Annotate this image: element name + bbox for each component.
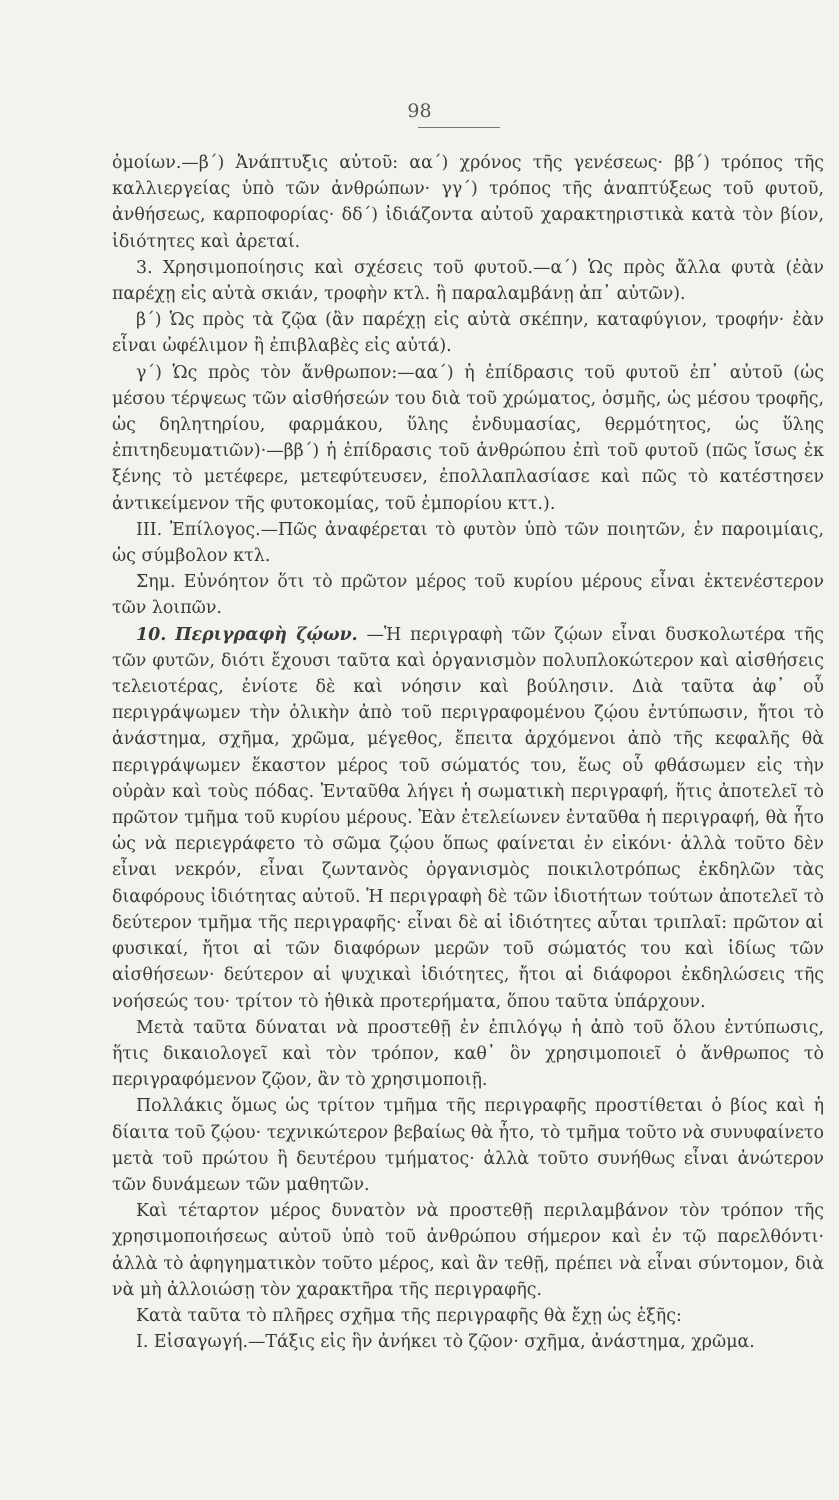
- paragraph-animal-description: [112, 622, 824, 1015]
- page-number-rule: [418, 127, 500, 128]
- paragraph-full-scheme: Κατὰ ταῦτα τὸ πλῆρες σχῆμα τῆς περιγραφῆς θὰ ἔχῃ ὡς ἑξῆς:: [136, 1305, 682, 1326]
- paragraph-use-and-relations: 3. Χρησιμοποίησις καὶ σχέσεις τοῦ φυτοῦ.—α΄) Ὡς πρὸς ἄλλα φυτὰ (ἐὰν παρέχῃ εἰς αὐτὰ σκιάν, τροφὴν κτλ. ἢ παραλαμβάνῃ ἀπ᾽ αὐτῶν).: [112, 257, 824, 305]
- paragraph-life-and-diet: Πολλάκις ὅμως ὡς τρίτον τμῆμα τῆς περιγραφῆς προστίθεται ὁ βίος καὶ ἡ δίαιτα τοῦ ζῴου· τεχνικώτερον βεβαίως θὰ ἦτο, τὸ τμῆμα τοῦτο νὰ συνυφαίνετο μετὰ τοῦ πρώτου ἢ δευτέρου τμήματος· ἀλλὰ τοῦτο συνήθως εἶναι ἀνώτερον τῶν δυνάμεων τῶν μαθητῶν.: [112, 1096, 824, 1195]
- paragraph-introduction: Ι. Εἰσαγωγή.—Τάξις εἰς ἣν ἀνήκει τὸ ζῷον· σχῆμα, ἀνάστημα, χρῶμα.: [136, 1332, 755, 1353]
- paragraph-development: ὁμοίων.—β΄) Ἀνάπτυξις αὐτοῦ: αα΄) χρόνος τῆς γενέσεως· ββ΄) τρόπος τῆς καλλιεργείας ὑπὸ τῶν ἀνθρώπων· γγ΄) τρόπος τῆς ἀναπτύξεως τοῦ φυτοῦ, ἀνθήσεως, καρποφορίας· δδ΄) ἰδιάζοντα αὐτοῦ χαρακτηριστικὰ κατὰ τὸν βίον, ἰδιότητες καὶ ἀρεταί.: [112, 153, 824, 252]
- paragraph-epilogue: ΙΙΙ. Ἐπίλογος.—Πῶς ἀναφέρεται τὸ φυτὸν ὑπὸ τῶν ποιητῶν, ἐν παροιμίαις, ὡς σύμβολον κτλ.: [112, 519, 824, 567]
- paragraph-relation-to-animals: β΄) Ὡς πρὸς τὰ ζῷα (ἂν παρέχῃ εἰς αὐτὰ σκέπην, καταφύγιον, τροφήν· ἐὰν εἶναι ὠφέλιμον ἢ ἐπιβλαβὲς εἰς αὐτά).: [112, 310, 824, 357]
- section-body: —Ἡ περιγραφὴ τῶν ζῴων εἶναι δυσκολωτέρα τῆς τῶν φυτῶν, διότι ἔχουσι ταῦτα καὶ ὀργανισμὸν πολυπλοκώτερον καὶ αἰσθήσεις τελειοτέρας, ἐνίοτε δὲ καὶ νόησιν καὶ βούλησιν. Διὰ ταῦτα ἀφ᾽ οὗ περιγράψωμεν τὴν ὁλικὴν ἀπὸ τοῦ περιγραφομένου ζῴου ἐντύπωσιν, ἤτοι τὸ ἀνάστημα, σχῆμα, χρῶμα, μέγεθος, ἔπειτα ἀρχόμενοι ἀπὸ τῆς κεφαλῆς θὰ περιγράψωμεν ἕκαστον μέρος τοῦ σώματός του, ἕως οὗ φθάσωμεν εἰς τὴν οὐρὰν καὶ τοὺς πόδας. Ἐνταῦθα λήγει ἡ σωματικὴ περιγραφή, ἥτις ἀποτελεῖ τὸ πρῶτον τμῆμα τοῦ κυρίου μέρους. Ἐὰν ἐτελείωνεν ἐνταῦθα ἡ περιγραφή, θὰ ἦτο ὡς νὰ περιεγράφετο τὸ σῶμα ζῴου ὅπως φαίνεται ἐν εἰκόνι· ἀλλὰ τοῦτο δὲν εἶναι νεκρόν, εἶναι ζωντανὸς ὀργανισμὸς ποικιλοτρόπως ἐκδηλῶν τὰς διαφόρους ἰδιότητας αὐτοῦ. Ἡ περιγραφὴ δὲ τῶν ἰδιοτήτων τούτων ἀποτελεῖ τὸ δεύτερον τμῆμα τῆς περιγραφῆς· εἶναι δὲ αἱ ἰδιότητες αὗται τριπλαῖ: πρῶτον αἱ φυσικαί, ἤτοι αἱ τῶν διαφόρων μερῶν τοῦ σώματός του καὶ ἰδίως τῶν αἰσθήσεων· δεύτερον αἱ ψυχικαὶ ἰδιότητες, ἤτοι αἱ διάφοροι ἐκδηλώσεις τῆς νοήσεώς του· τρίτον τὸ ἠθικὰ προτερήματα, ὅπου ταῦτα ὑπάρχουν.: [112, 624, 825, 1012]
- paragraph-epilogue-impression: Μετὰ ταῦτα δύναται νὰ προστεθῇ ἐν ἐπιλόγῳ ἡ ἀπὸ τοῦ ὅλου ἐντύπωσις, ἥτις δικαιολογεῖ καὶ τὸν τρόπον, καθ᾽ ὃν χρησιμοποιεῖ ὁ ἄνθρωπος τὸ περιγραφόμενον ζῷον, ἂν τὸ χρησιμοποιῇ.: [112, 1017, 824, 1091]
- paragraph-fourth-part: Καὶ τέταρτον μέρος δυνατὸν νὰ προστεθῇ περιλαμβάνον τὸν τρόπον τῆς χρησιμοποιήσεως αὐτοῦ ὑπὸ τοῦ ἀνθρώπου σήμερον καὶ ἐν τῷ παρελθόντι· ἀλλὰ τὸ ἀφηγηματικὸν τοῦτο μέρος, καὶ ἂν τεθῇ, πρέπει νὰ εἶναι σύντομον, διὰ νὰ μὴ ἀλλοιώσῃ τὸν χαρακτῆρα τῆς περιγραφῆς.: [112, 1201, 824, 1300]
- section-title: Περιγραφὴ ζῴων.: [175, 624, 358, 645]
- page-number: 98: [407, 100, 432, 122]
- paragraph-note: Σημ. Εὐνόητον ὅτι τὸ πρῶτον μέρος τοῦ κυρίου μέρους εἶναι ἐκτενέστερον τῶν λοιπῶν.: [112, 572, 824, 619]
- section-number: 10.: [136, 624, 167, 645]
- paragraph-relation-to-humans: γ΄) Ὡς πρὸς τὸν ἄνθρωπον:—αα΄) ἡ ἐπίδρασις τοῦ φυτοῦ ἐπ᾽ αὐτοῦ (ὡς μέσου τέρψεως τῶν αἰσθήσεών του διὰ τοῦ χρώματος, ὀσμῆς, ὡς μέσου τροφῆς, ὡς δηλητηρίου, φαρμάκου, ὕλης ἐνδυμασίας, θερμότητος, ὡς ὕλης ἐπιτηδευματιῶν)·—ββ΄) ἡ ἐπίδρασις τοῦ ἀνθρώπου ἐπὶ τοῦ φυτοῦ (πῶς ἴσως ἐκ ξένης τὸ μετέφερε, μετεφύτευσεν, ἐπολλαπλασίασε καὶ πῶς τὸ κατέστησεν ἀντικείμενον τῆς φυτοκομίας, τοῦ ἐμπορίου κττ.).: [112, 362, 824, 514]
- body-text: [112, 150, 824, 1355]
